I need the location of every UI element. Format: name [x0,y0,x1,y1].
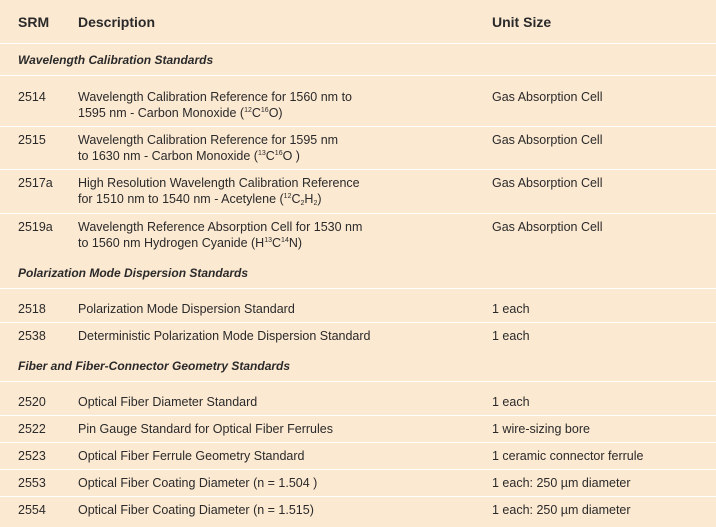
srm-number: 2519a [18,220,53,234]
divider [0,213,716,214]
srm-number: 2520 [18,395,46,409]
unit-size: 1 each [492,329,530,343]
srm-number: 2553 [18,476,46,490]
description: Polarization Mode Dispersion Standard [78,302,295,316]
divider [0,288,716,289]
srm-number: 2515 [18,133,46,147]
divider [0,322,716,323]
unit-size: Gas Absorption Cell [492,176,603,190]
srm-number: 2514 [18,90,46,104]
divider [0,496,716,497]
divider [0,169,716,170]
header-srm: SRM [18,14,50,30]
description: Optical Fiber Coating Diameter (n = 1.515) [78,503,314,517]
description: Optical Fiber Coating Diameter (n = 1.504 ) [78,476,318,490]
description: Pin Gauge Standard for Optical Fiber Ferrules [78,422,333,436]
divider [0,75,716,76]
description: Wavelength Calibration Reference for 1595 nm to 1630 nm - Carbon Monoxide ($^{13}C^{16}O$ ) [78,133,339,163]
section-fiber-geometry: Fiber and Fiber-Connector Geometry Standards [18,359,291,373]
section-polarization-mode-dispersion: Polarization Mode Dispersion Standards [18,266,249,280]
description: High Resolution Wavelength Calibration Reference for 1510 nm to 1540 nm - Acetylene $(^{12}C_2H_2)$ [78,176,360,207]
unit-size: Gas Absorption Cell [492,90,603,104]
divider [0,43,716,44]
unit-size: 1 each [492,395,530,409]
srm-number: 2522 [18,422,46,436]
description: Wavelength Reference Absorption Cell for 1530 nm to 1560 nm Hydrogen Cyanide $(H^{13}C^{14}N)$ [78,220,363,250]
section-wavelength-calibration: Wavelength Calibration Standards [18,53,214,67]
header-unit-size: Unit Size [492,14,552,30]
description: Optical Fiber Ferrule Geometry Standard [78,449,305,463]
unit-size: 1 each [492,302,530,316]
divider [0,415,716,416]
srm-number: 2518 [18,302,46,316]
header-description: Description [78,14,156,30]
unit-size: 1 each: 250 µm diameter [492,476,631,490]
divider [0,442,716,443]
srm-number: 2538 [18,329,46,343]
description: Deterministic Polarization Mode Dispersion Standard [78,329,371,343]
description: Wavelength Calibration Reference for 1560 nm to 1595 nm - Carbon Monoxide $(^{12}C^{16}O)$ [78,90,352,120]
unit-size: Gas Absorption Cell [492,220,603,234]
unit-size: Gas Absorption Cell [492,133,603,147]
srm-number: 2554 [18,503,46,517]
unit-size: 1 ceramic connector ferrule [492,449,644,463]
divider [0,126,716,127]
description: Optical Fiber Diameter Standard [78,395,258,409]
srm-number: 2517a [18,176,53,190]
unit-size: 1 each: 250 µm diameter [492,503,631,517]
divider [0,469,716,470]
srm-number: 2523 [18,449,46,463]
divider [0,381,716,382]
unit-size: 1 wire-sizing bore [492,422,590,436]
